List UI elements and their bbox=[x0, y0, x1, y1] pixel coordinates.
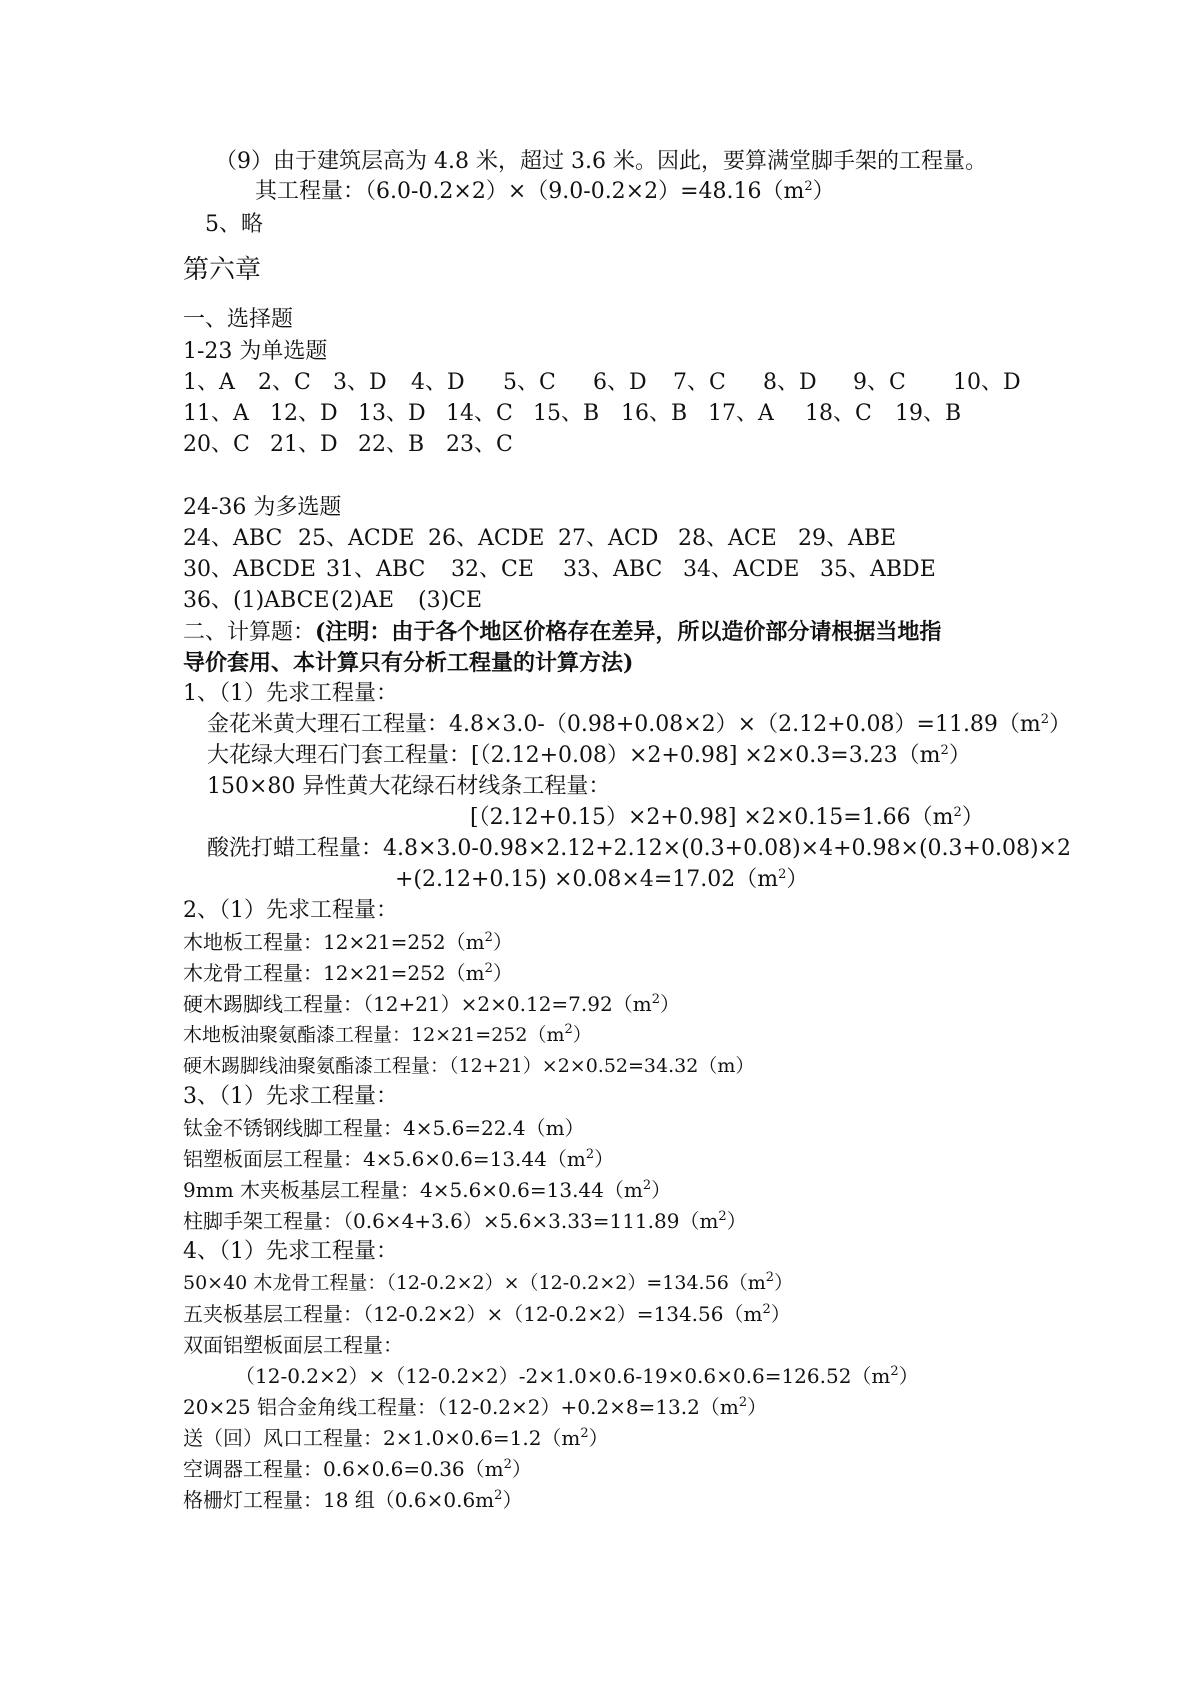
answer: 11、A bbox=[183, 401, 249, 426]
chapter-title: 第六章 bbox=[183, 255, 262, 285]
part2-note: 导价套用、本计算只有分析工程量的计算方法) bbox=[183, 650, 634, 676]
single-choice-title: 1-23 为单选题 bbox=[183, 339, 328, 364]
answer: 32、CE bbox=[451, 557, 534, 582]
answer: 36、(1)ABCE bbox=[183, 588, 330, 613]
q4-line: 空调器工程量：$0.6\times 0.6=0.36(m^2)$ bbox=[183, 1457, 532, 1481]
q3-line: 铝塑板面层工程量：$4\times 5.6\times 0.6=13.44(m^2)$ bbox=[183, 1147, 615, 1171]
answer: 20、C bbox=[183, 432, 250, 457]
answer: 9、C bbox=[853, 370, 906, 395]
answer: 13、D bbox=[358, 401, 426, 426]
answer: 15、B bbox=[533, 401, 600, 426]
q4-line: 格栅灯工程量：18 组$(0.6\times 0.6m^2)$ bbox=[183, 1488, 523, 1512]
answer: 31、ABC bbox=[326, 557, 426, 582]
answer: 2、C bbox=[258, 370, 311, 395]
answer: (3)CE bbox=[418, 588, 483, 613]
answer: 8、D bbox=[763, 370, 817, 395]
q4-line: 50×40 木龙骨工程量：$(12-0.2\times 2)\times(12-0.2\times 2)=134.56(m^2)$ bbox=[183, 1270, 794, 1294]
answer: 6、D bbox=[593, 370, 647, 395]
answer: 3、D bbox=[333, 370, 387, 395]
item9-calc: 其工程量：$(6.0-0.2\times 2)\times(9.0-0.2\times 2)=48.16(m^2)$ bbox=[255, 179, 835, 204]
answer: 24、ABC bbox=[183, 526, 283, 551]
item9-text: （9）由于建筑层高为 4.8 米，超过 3.6 米。因此，要算满堂脚手架的工程量。 bbox=[215, 149, 987, 174]
q2-line: 木龙骨工程量：$12\times 21=252(m^2)$ bbox=[183, 961, 513, 985]
answer: 18、C bbox=[805, 401, 872, 426]
q4-line: $(12-0.2\times 2)\times(12-0.2\times 2)-2\times 1.0\times 0.6-19\times 0.6\times 0.6=126.52(m^2)$ bbox=[235, 1364, 919, 1388]
multi-choice-title: 24-36 为多选题 bbox=[183, 495, 342, 520]
q3-line: 9mm 木夹板基层工程量：$4\times 5.6\times 0.6=13.44(m^2)$ bbox=[183, 1178, 672, 1202]
answer: 21、D bbox=[270, 432, 338, 457]
answer: 4、D bbox=[411, 370, 465, 395]
q4-line: 20×25 铝合金角线工程量：$(12-0.2\times 2)+0.2\times 8=13.2(m^2)$ bbox=[183, 1395, 768, 1419]
q3-line: 钛金不锈钢线脚工程量：4×5.6=22.4（m） bbox=[183, 1116, 585, 1140]
answer: 23、C bbox=[446, 432, 513, 457]
answer: 34、ACDE bbox=[683, 557, 800, 582]
answer: 27、ACD bbox=[558, 526, 659, 551]
q4-line: 送（回）风口工程量：$2\times 1.0\times 0.6=1.2(m^2)$ bbox=[183, 1426, 609, 1450]
answer: 28、ACE bbox=[678, 526, 777, 551]
q1-line: $[(2.12+0.15)\times 2+0.98] \times 2\times 0.15=1.66(m^2)$ bbox=[470, 805, 984, 830]
answer: 14、C bbox=[446, 401, 513, 426]
q4-head: 4、（1）先求工程量： bbox=[183, 1239, 398, 1264]
answer: 5、C bbox=[503, 370, 556, 395]
answer: 16、B bbox=[621, 401, 688, 426]
q1-line: 150×80 异性黄大花绿石材线条工程量： bbox=[207, 774, 611, 799]
answer: 26、ACDE bbox=[428, 526, 545, 551]
answer: (2)AE bbox=[331, 588, 395, 613]
answer: 19、B bbox=[895, 401, 962, 426]
answer: 22、B bbox=[358, 432, 425, 457]
q3-line: 柱脚手架工程量：$(0.6\times 4+3.6)\times 5.6\times 3.33=111.89(m^2)$ bbox=[183, 1209, 747, 1233]
answer: 12、D bbox=[270, 401, 338, 426]
answer: 35、ABDE bbox=[820, 557, 936, 582]
answer: 33、ABC bbox=[563, 557, 663, 582]
q3-head: 3、（1）先求工程量： bbox=[183, 1084, 398, 1109]
q4-line: 双面铝塑板面层工程量： bbox=[183, 1333, 403, 1357]
q2-line: 木地板工程量：$12\times 21=252(m^2)$ bbox=[183, 930, 513, 954]
answer: 29、ABE bbox=[798, 526, 897, 551]
answer: 1、A bbox=[183, 370, 235, 395]
answer: 17、A bbox=[708, 401, 774, 426]
answer: 30、ABCDE bbox=[183, 557, 316, 582]
answer: 7、C bbox=[673, 370, 726, 395]
q2-line: 木地板油聚氨酯漆工程量：$12\times 21=252(m^2)$ bbox=[183, 1022, 592, 1046]
q1-head: 1、（1）先求工程量： bbox=[183, 681, 398, 706]
q4-line: 五夹板基层工程量：$(12-0.2\times 2)\times(12-0.2\times 2)=134.56(m^2)$ bbox=[183, 1302, 791, 1326]
q2-line: 硬木踢脚线工程量：$(12+21)\times 2\times 0.12=7.92(m^2)$ bbox=[183, 992, 680, 1016]
answer: 25、ACDE bbox=[298, 526, 415, 551]
answer: 10、D bbox=[953, 370, 1021, 395]
q1-line: 金花米黄大理石工程量：$4.8\times 3.0-(0.98+0.08\times 2)\times(2.12+0.08)=11.89(m^2)$ bbox=[207, 712, 1072, 737]
part2-title: 二、计算题：(注明：由于各个地区价格存在差异，所以造价部分请根据当地指 bbox=[183, 619, 942, 645]
q1-line: 酸洗打蜡工程量：4.8×3.0-0.98×2.12+2.12×(0.3+0.08)×4+0.98×(0.3+0.08)×2 bbox=[207, 836, 1071, 861]
q2-head: 2、（1）先求工程量： bbox=[183, 898, 398, 923]
item5-text: 5、略 bbox=[205, 212, 263, 237]
q1-line: 大花绿大理石门套工程量：$[(2.12+0.08)\times 2+0.98] \times 2\times 0.3=3.23(m^2)$ bbox=[207, 743, 971, 768]
part1-title: 一、选择题 bbox=[183, 307, 294, 332]
q2-line: 硬木踢脚线油聚氨酯漆工程量：（12+21）×2×0.52=34.32（m） bbox=[183, 1055, 755, 1077]
q1-line: $+(2.12+0.15) \times 0.08\times 4=17.02(m^2)$ bbox=[395, 867, 809, 892]
